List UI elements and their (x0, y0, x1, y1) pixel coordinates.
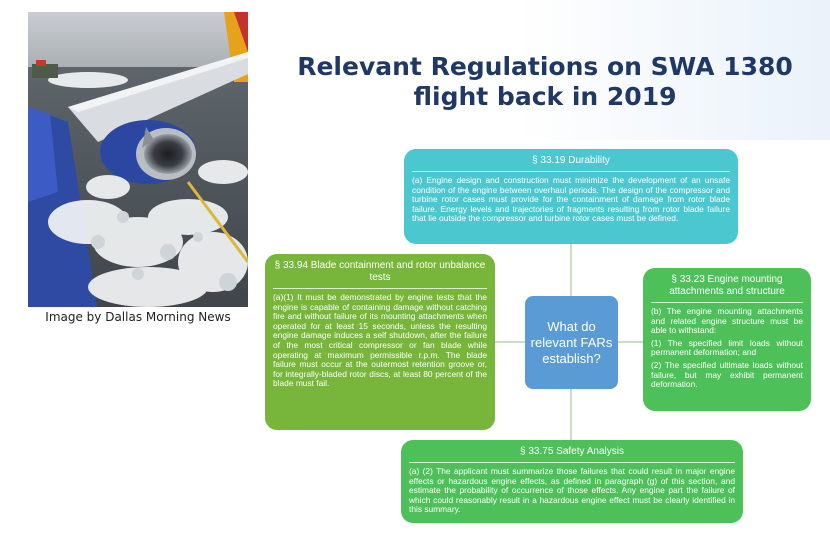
engine-mounting-paragraph-1: (1) The specified limit loads without permanent deformation; and (651, 337, 803, 358)
engine-mounting-text (651, 307, 803, 390)
durability-heading: § 33.19 Durability (412, 155, 730, 172)
central-question-node: What do relevant FARs establish? (525, 296, 618, 389)
engine-mounting-paragraph-2: (2) The specified ultimate loads without failure, but may exhibit permanent deformation. (651, 359, 803, 390)
durability-box (404, 149, 738, 244)
engine-mounting-heading: § 33.23 Engine mounting attachments and structure (651, 274, 803, 303)
title-line-1: Relevant Regulations on SWA 1380 (297, 52, 793, 81)
durability-text: (a) Engine design and construction must minimize the development of an unsafe condition of the engine between overhaul periods. The design of the compressor and turbine rotor cases must provide for the containment of damage from rotor blade failure. Energy levels and trajectories of fragments resulting from rotor blade failure that lie outside the compressor and turbine rotor cases must be defined. (412, 175, 730, 224)
engine-mounting-paragraph-b: (b) The engine mounting attachments and related engine structure must be able to withstand: (651, 306, 803, 336)
safety-analysis-box (401, 440, 743, 523)
safety-analysis-text: (a) (2) The applicant must summarize those failures that could result in major engine effects or hazardous engine effects, as defined in paragraph (g) of this section, and estimate the probability of occurrence of those effects. Any engine part the failure of which could reasonably result in a hazardous engine effect must be clearly identified in this summary. (409, 466, 735, 515)
engine-mounting-box (643, 268, 811, 411)
safety-analysis-heading: § 33.75 Safety Analysis (409, 446, 735, 463)
blade-containment-text: (a)(1) It must be demonstrated by engine tests that the engine is capable of containing damage without catching fire and without failure of its mounting attachments when operated for at least 15 seconds, unless the resulting engine damage induces a self shutdown, after the failure of the most critical compressor or fan blade while operating at maximum permissible r.p.m. The blade failure must occur at the outermost retention groove or, for integrally-bladed rotor discs, at least 80 percent of the blade must fail. (273, 292, 487, 389)
blade-containment-heading: § 33.94 Blade containment and rotor unbalance tests (273, 260, 487, 289)
title-line-2: flight back in 2019 (413, 82, 677, 111)
photo-caption: Image by Dallas Morning News (45, 310, 231, 324)
blade-containment-box (265, 254, 495, 430)
